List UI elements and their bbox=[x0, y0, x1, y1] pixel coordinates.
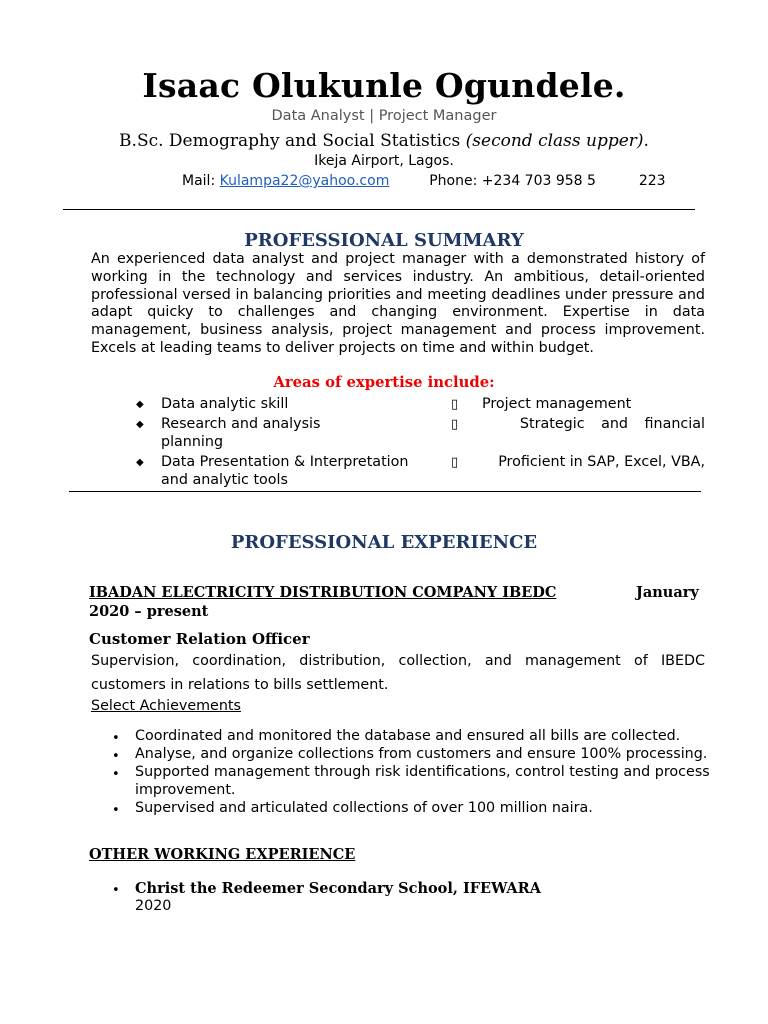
expertise-right-item: Proficient in SAP, Excel, VBA, bbox=[498, 454, 705, 470]
bullet-icon: • bbox=[112, 767, 120, 782]
other-experience-title: OTHER WORKING EXPERIENCE bbox=[89, 846, 356, 863]
address: Ikeja Airport, Lagos. bbox=[314, 153, 454, 169]
expertise-right-item: Project management bbox=[482, 396, 632, 412]
phone-number: Phone: +234 703 958 5 bbox=[429, 173, 596, 189]
date-start: January bbox=[636, 584, 699, 601]
candidate-name: Isaac Olukunle Ogundele. bbox=[142, 66, 626, 105]
other-experience-year: 2020 bbox=[135, 898, 172, 914]
header-divider bbox=[63, 209, 695, 210]
checkbox-glyph-icon: ▯ bbox=[451, 455, 459, 470]
expertise-left-item: Research and analysis planning bbox=[161, 416, 321, 450]
experience-title: PROFESSIONAL EXPERIENCE bbox=[230, 532, 538, 553]
contact-line bbox=[182, 173, 666, 189]
company-name: IBADAN ELECTRICITY DISTRIBUTION COMPANY IBEDC bbox=[89, 584, 557, 601]
expertise-left-item: Data analytic skill bbox=[161, 396, 289, 412]
bullet-icon: • bbox=[112, 731, 120, 746]
degree-end: . bbox=[643, 131, 649, 151]
checkbox-glyph-icon: ▯ bbox=[451, 417, 459, 432]
degree-text: B.Sc. Demography and Social Statistics bbox=[119, 131, 466, 151]
achievement-item: Coordinated and monitored the database and ensured all bills are collected. bbox=[135, 728, 681, 744]
diamond-bullet-icon: ◆ bbox=[136, 419, 144, 430]
diamond-bullet-icon: ◆ bbox=[136, 399, 144, 410]
email-link[interactable]: Kulampa22@yahoo.com bbox=[219, 173, 390, 189]
date-range: 2020 – present bbox=[89, 603, 209, 620]
position-description: Supervision, coordination, distribution, collection, and management of IBEDC customers in relations to bills settlement. bbox=[91, 653, 705, 693]
summary-title: PROFESSIONAL SUMMARY bbox=[244, 230, 524, 251]
expertise-title: Areas of expertise include: bbox=[273, 374, 495, 391]
achievements-label: Select Achievements bbox=[91, 698, 241, 714]
achievement-item: Analyse, and organize collections from customers and ensure 100% processing. bbox=[135, 746, 708, 762]
bullet-icon: • bbox=[112, 803, 120, 818]
degree-line bbox=[0, 131, 768, 151]
achievement-item: Supervised and articulated collections of over 100 million naira. bbox=[135, 800, 593, 816]
expertise-divider bbox=[69, 491, 701, 492]
bullet-icon: • bbox=[112, 883, 120, 898]
position-title: Customer Relation Officer bbox=[89, 630, 310, 648]
phone-tail: 223 bbox=[638, 173, 666, 189]
summary-text: An experienced data analyst and project manager with a demonstrated history of working in the technology and services industry. An ambitious, detail-oriented professional versed in balancing priorities and meeting deadlines under pressure and adapt quicky to challenges and changing environment. Expertise in data management, business analysis, project management and process improvement. Excels at leading teams to deliver projects on time and within budget. bbox=[91, 251, 705, 356]
achievement-item: Supported management through risk identifications, control testing and process improvement. bbox=[135, 764, 710, 798]
expertise-right-item: Strategic and financial bbox=[519, 416, 705, 432]
other-experience-place: Christ the Redeemer Secondary School, IFEWARA bbox=[135, 880, 541, 897]
checkbox-glyph-icon: ▯ bbox=[451, 397, 459, 412]
diamond-bullet-icon: ◆ bbox=[136, 457, 144, 468]
mail-label: Mail: bbox=[182, 173, 220, 189]
degree-class: (second class upper) bbox=[465, 131, 644, 151]
bullet-icon: • bbox=[112, 749, 120, 764]
job-title: Data Analyst | Project Manager bbox=[271, 108, 497, 124]
expertise-left-item: Data Presentation & Interpretation and analytic tools bbox=[161, 454, 409, 488]
